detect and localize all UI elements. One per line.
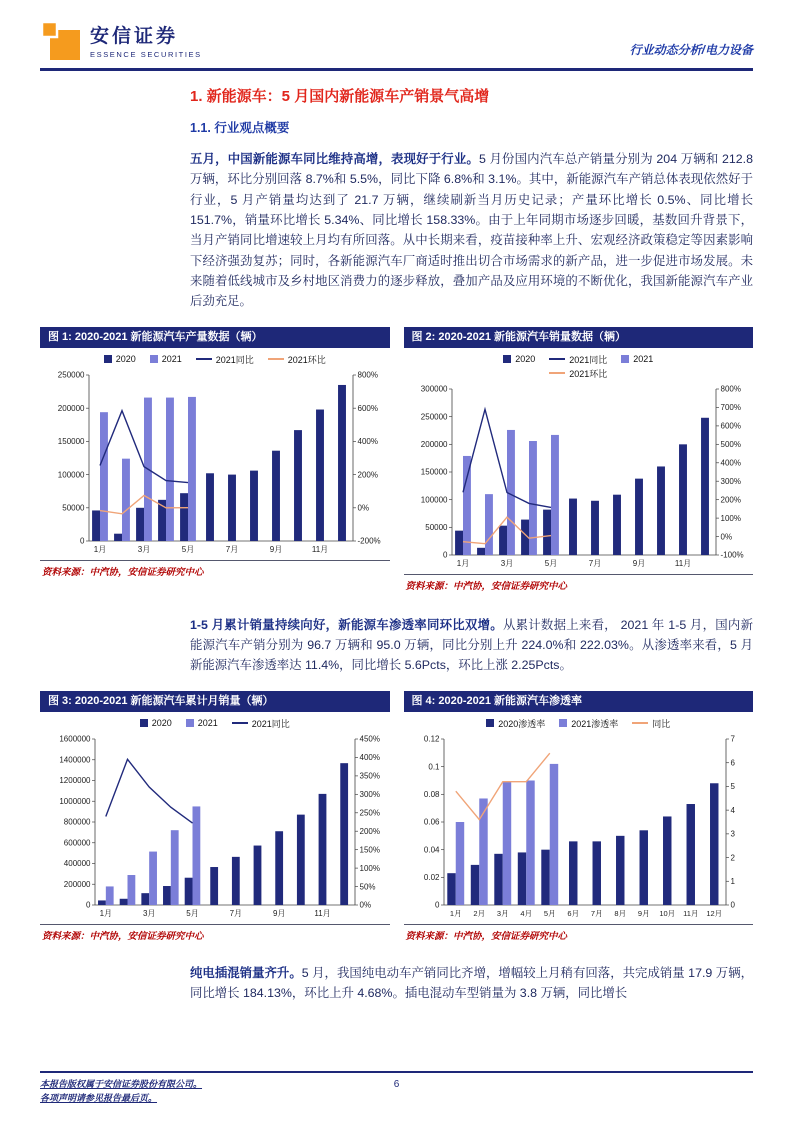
bar-2020: [136, 508, 144, 541]
right-axis-label: 700%: [720, 402, 742, 412]
bar-2021渗透率: [480, 798, 488, 905]
figure-3-title: 图 3: 2020-2021 新能源汽车累计月销量（辆）: [40, 691, 390, 712]
page-number: 6: [393, 1079, 400, 1091]
right-axis-label: 300%: [720, 476, 742, 486]
legend-item-2020: [104, 354, 136, 364]
bar-2020渗透率: [471, 865, 479, 905]
right-axis-label: 5: [730, 781, 736, 791]
x-axis-label: 5月: [186, 908, 199, 918]
legend-bar-swatch: [140, 719, 148, 727]
left-axis-label: 1600000: [59, 734, 91, 744]
right-axis-label: 400%: [720, 458, 742, 468]
figure-row-1: [40, 327, 753, 597]
figure-row-2: [40, 691, 753, 947]
x-axis-label: 9月: [272, 908, 286, 918]
left-axis-label: 1200000: [59, 775, 91, 785]
x-axis-label: 12月: [706, 908, 723, 918]
figure-4-title: 图 4: 2020-2021 新能源汽车渗透率: [404, 691, 754, 712]
legend-label: 2021同比: [215, 354, 254, 365]
bar-2020: [455, 530, 463, 554]
bar-2020: [477, 548, 485, 555]
bar-2021: [149, 851, 157, 904]
bar-2020: [591, 501, 599, 555]
figure-3-legend: [40, 717, 390, 730]
right-axis-label: 350%: [359, 771, 380, 781]
left-axis-label: 0: [443, 550, 448, 560]
logo-name-cn: 安信证券: [90, 26, 179, 47]
left-axis-label: 0.04: [424, 845, 440, 855]
x-axis-label: 3月: [497, 908, 509, 918]
x-axis-label: 9月: [638, 908, 650, 918]
legend-bar-swatch: [186, 719, 194, 727]
legend-line-swatch: [196, 358, 212, 360]
bar-2020: [210, 867, 218, 905]
legend-bar-swatch: [503, 355, 511, 363]
right-axis-label: 3: [730, 829, 736, 839]
bar-2020: [340, 763, 348, 905]
x-axis-label: 9月: [633, 558, 646, 568]
bar-2020: [250, 470, 258, 540]
legend-item-2020: [140, 718, 172, 728]
bar-2020: [184, 877, 192, 904]
bar-2020: [275, 831, 283, 905]
right-axis-label: 0%: [357, 503, 369, 513]
legend-item-2021渗透率: [559, 717, 618, 730]
x-axis-label: 7月: [591, 908, 603, 918]
legend-line-swatch: [232, 722, 248, 724]
legend-line-swatch: [549, 358, 565, 360]
bar-2021渗透率: [550, 764, 558, 905]
bar-2020: [613, 494, 621, 554]
left-axis-label: 800000: [63, 817, 91, 827]
bar-2021: [100, 412, 108, 541]
legend-bar-swatch: [150, 355, 158, 363]
essence-logo-icon: [40, 18, 82, 62]
right-axis-label: 250%: [359, 808, 380, 818]
legend-item-2021: [186, 718, 218, 728]
x-axis-label: 4月: [520, 908, 533, 918]
legend-label: 2020渗透率: [498, 718, 546, 729]
left-axis-label: 0: [85, 900, 91, 910]
x-axis-label: 10月: [659, 908, 676, 918]
x-axis-label: 1月: [450, 908, 462, 918]
footer-line-1: 本报告版权属于安信证券股份有限公司。: [40, 1079, 203, 1090]
bar-2020渗透率: [542, 849, 550, 904]
right-axis-label: 6: [730, 758, 736, 768]
x-axis-label: 1月: [99, 908, 112, 918]
right-axis-label: 1: [730, 876, 736, 886]
right-axis-label: -100%: [720, 550, 744, 560]
bar-2021: [166, 397, 174, 540]
left-axis-label: 400000: [63, 858, 91, 868]
logo-name-en: ESSENCE SECURITIES: [90, 50, 202, 59]
figure-1-source: 资料来源：中汽协，安信证券研究中心: [40, 560, 390, 583]
paragraph-1-body: 5 月份国内汽车总产销量分别为 204 万辆和 212.8 万辆，环比分别回落 8.7%和 5.5%，同比下降 6.8%和 3.1%。其中，新能源汽车产销总体表现依然好于行业，5 月产销量均达到了 21.7 万辆，继续刷新当月历史记录；产量环比增长 0.5%、同比增长 151.7%，销量环比增长 5.34%、同比增长 158.33%。由于上年同期市场逐步回暖，基数回升背景下，当月产销同比增速较上月均有所回落。从中长期来看，疫苗接种率上升、宏观经济政策稳定等因素影响下经济强劲复苏；同时，各新能源汽车厂商适时推出切合市场需求的新产品，进一步促进市场发展。未来随着低线城市及乡村地区消费力的逐步释放，叠加产品及应用环境的不断优化，我国新能源汽车产业后劲充足。: [190, 152, 754, 309]
bar-2021: [122, 458, 130, 540]
paragraph-3-body: 5 月，我国纯电动车产销同比齐增，增幅较上月稍有回落，共完成销量 17.9 万辆，同比增长 184.13%，环比上升 4.68%。插电混动车型销量为 3.8 万辆，同比增长: [190, 965, 754, 1001]
bar-2020: [569, 498, 577, 554]
figure-2-source: 资料来源：中汽协，安信证券研究中心: [404, 574, 754, 597]
left-axis-label: 200000: [63, 879, 91, 889]
left-axis-label: 150000: [421, 467, 448, 477]
line-2021同比: [106, 759, 193, 823]
bar-2020: [294, 430, 302, 541]
figure-4-legend: [404, 717, 754, 730]
report-type-label: 行业动态分析/电力设备: [629, 43, 753, 57]
bar-2021渗透率: [456, 822, 464, 905]
x-axis-label: 3月: [501, 558, 514, 568]
right-axis-label: 0: [730, 900, 736, 910]
logo-text: [90, 21, 202, 59]
bar-2020: [272, 450, 280, 540]
legend-label: 2021环比: [287, 354, 326, 365]
page-header: [40, 18, 753, 71]
legend-item-2021: [621, 354, 653, 364]
right-axis-label: 150%: [359, 845, 380, 855]
legend-item-2021同比: [232, 717, 290, 730]
bar-2020: [163, 886, 171, 905]
left-axis-label: 0.12: [424, 734, 440, 744]
bar-2020渗透率: [569, 841, 577, 905]
right-axis-label: 800%: [357, 370, 378, 380]
legend-item-2021环比: [268, 353, 326, 366]
right-axis-label: 200%: [359, 826, 380, 836]
bar-2021渗透率: [527, 780, 535, 905]
x-axis-label: 1月: [93, 544, 106, 554]
legend-label: 2020: [115, 354, 136, 365]
legend-label: 2021: [197, 718, 218, 729]
bar-2020: [206, 473, 214, 541]
page-footer: [40, 1071, 753, 1106]
x-axis-label: 7月: [225, 544, 238, 554]
left-axis-label: 300000: [421, 384, 448, 394]
legend-item-同比: [632, 717, 670, 730]
legend-label: 2020: [515, 354, 536, 365]
x-axis-label: 2月: [473, 908, 486, 918]
bar-2020: [228, 474, 236, 540]
figure-4-source: 资料来源：中汽协，安信证券研究中心: [404, 924, 754, 947]
right-axis-label: 7: [730, 734, 736, 744]
legend-label: 2020: [151, 718, 172, 729]
legend-label: 同比: [652, 718, 671, 729]
legend-bar-swatch: [621, 355, 629, 363]
legend-label: 2021环比: [569, 368, 608, 379]
right-axis-label: 200%: [720, 495, 742, 505]
bar-2021: [192, 806, 200, 905]
x-axis-label: 8月: [614, 908, 627, 918]
legend-line-swatch: [632, 722, 648, 724]
left-axis-label: 100000: [421, 495, 448, 505]
bar-2020渗透率: [687, 804, 695, 905]
figure-2: [404, 327, 754, 597]
bar-2021: [188, 397, 196, 541]
bar-2021渗透率: [503, 782, 511, 905]
legend-item-2021同比: [549, 353, 607, 366]
x-axis-label: 7月: [589, 558, 602, 568]
paragraph-1-lead: 五月，中国新能源车同比维持高增，表现好于行业。: [190, 152, 479, 166]
bar-2021: [127, 875, 135, 905]
right-axis-label: 100%: [720, 513, 742, 523]
legend-bar-swatch: [104, 355, 112, 363]
legend-label: 2021同比: [569, 354, 608, 365]
bar-2020渗透率: [640, 830, 648, 905]
bar-2020: [114, 533, 122, 540]
bar-2020渗透率: [495, 854, 503, 905]
legend-item-2021环比: [549, 367, 607, 380]
x-axis-label: 1月: [457, 558, 470, 568]
right-axis-label: 0%: [359, 900, 371, 910]
left-axis-label: 1000000: [59, 796, 91, 806]
legend-label: 2021: [633, 354, 654, 365]
right-axis-label: 4: [730, 805, 736, 815]
bar-2021: [171, 830, 179, 905]
bar-2020: [232, 857, 240, 905]
figure-3-source: 资料来源：中汽协，安信证券研究中心: [40, 924, 390, 947]
right-axis-label: 450%: [359, 734, 380, 744]
legend-item-2021同比: [196, 353, 254, 366]
right-axis-label: 800%: [720, 384, 742, 394]
bar-2020渗透率: [518, 852, 526, 905]
right-axis-label: 50%: [359, 882, 376, 892]
bar-2021: [463, 456, 471, 555]
left-axis-label: 50000: [425, 522, 448, 532]
left-axis-label: 200000: [57, 403, 85, 413]
figure-2-chart: [408, 381, 748, 571]
bar-2020: [316, 409, 324, 540]
x-axis-label: 11月: [314, 908, 331, 918]
x-axis-label: 7月: [229, 908, 242, 918]
left-axis-label: 100000: [57, 470, 85, 480]
right-axis-label: -200%: [357, 536, 381, 546]
bar-2020渗透率: [663, 816, 671, 905]
subsection-title: 1.1. 行业观点概要: [190, 121, 290, 135]
section-title: 1. 新能源车：5 月国内新能源车产销景气高增: [190, 88, 490, 105]
bar-2020: [679, 444, 687, 555]
figure-3: [40, 691, 390, 947]
left-axis-label: 0.08: [424, 789, 440, 799]
paragraph-3: [190, 963, 753, 1004]
paragraph-2-body: 从累计数据上来看， 2021 年 1-5 月，国内新能源汽车产销分别为 96.7 万辆和 95.0 万辆，同比分别上升 224.0%和 222.03%。从渗透率来看，5 月新能源汽车渗透率达 11.4%，同比增长 5.6Pcts，环比上涨 2.25Pcts。: [190, 617, 753, 673]
legend-line-swatch: [549, 372, 565, 374]
x-axis-label: 5月: [544, 908, 556, 918]
left-axis-label: 150000: [57, 436, 85, 446]
x-axis-label: 5月: [181, 544, 194, 554]
x-axis-label: 5月: [545, 558, 558, 568]
left-axis-label: 600000: [63, 838, 91, 848]
bar-2020: [141, 893, 149, 905]
paragraph-2-lead: 1-5 月累计销量持续向好，新能源车渗透率同环比双增。: [190, 617, 503, 632]
right-axis-label: 300%: [359, 789, 380, 799]
figure-1: [40, 327, 390, 597]
bar-2020渗透率: [710, 783, 718, 905]
legend-label: 2021同比: [251, 718, 290, 729]
figure-2-title: 图 2: 2020-2021 新能源汽车销量数据（辆）: [404, 327, 754, 348]
bar-2021: [551, 435, 559, 555]
x-axis-label: 11月: [311, 544, 328, 554]
brand-logo: [40, 18, 202, 62]
right-axis-label: 0%: [720, 532, 733, 542]
figure-4-chart: [408, 731, 748, 921]
left-axis-label: 250000: [421, 412, 448, 422]
bar-2020渗透率: [593, 841, 601, 905]
bar-2020: [701, 418, 709, 555]
legend-line-swatch: [268, 358, 284, 360]
left-axis-label: 1400000: [59, 755, 91, 765]
legend-item-2020: [503, 354, 535, 364]
bar-2020: [92, 510, 100, 541]
right-axis-label: 400%: [357, 436, 378, 446]
report-content: [40, 87, 753, 1003]
footer-line-2: 各项声明请参见报告最后页。: [40, 1093, 158, 1104]
bar-2020: [253, 845, 261, 904]
bar-2020: [657, 466, 665, 555]
bar-2020: [180, 493, 188, 541]
legend-label: 2021: [161, 354, 182, 365]
left-axis-label: 250000: [57, 370, 85, 380]
bar-2021: [106, 886, 114, 905]
figure-3-chart: [45, 731, 385, 921]
figure-1-title: 图 1: 2020-2021 新能源汽车产量数据（辆）: [40, 327, 390, 348]
right-axis-label: 600%: [357, 403, 378, 413]
left-axis-label: 0: [79, 536, 85, 546]
right-axis-label: 400%: [359, 752, 380, 762]
bar-2020: [119, 899, 127, 905]
bar-2020: [98, 900, 106, 905]
legend-bar-swatch: [486, 719, 494, 727]
figure-2-legend: [496, 353, 661, 380]
left-axis-label: 0.06: [424, 817, 440, 827]
bar-2020渗透率: [616, 836, 624, 905]
bar-2020: [318, 794, 326, 905]
x-axis-label: 3月: [142, 908, 156, 918]
paragraph-3-lead: 纯电插混销量齐升。: [190, 965, 302, 980]
bar-2020: [499, 525, 507, 554]
x-axis-label: 11月: [675, 558, 692, 568]
figure-4: [404, 691, 754, 947]
paragraph-1: [190, 149, 753, 312]
bar-2020: [635, 478, 643, 554]
x-axis-label: 11月: [683, 908, 699, 918]
right-axis-label: 200%: [357, 470, 378, 480]
bar-2020: [543, 509, 551, 554]
x-axis-label: 6月: [567, 908, 580, 918]
bar-2020: [297, 814, 305, 904]
right-axis-label: 2: [730, 853, 736, 863]
x-axis-label: 3月: [137, 544, 150, 554]
right-axis-label: 600%: [720, 421, 742, 431]
bar-2021: [485, 494, 493, 555]
left-axis-label: 0: [435, 900, 440, 910]
left-axis-label: 200000: [421, 439, 448, 449]
right-axis-label: 500%: [720, 439, 742, 449]
left-axis-label: 0.1: [428, 762, 440, 772]
x-axis-label: 9月: [269, 544, 282, 554]
figure-1-legend: [40, 353, 390, 366]
paragraph-2: [190, 615, 753, 676]
right-axis-label: 100%: [359, 863, 380, 873]
figure-1-chart: [45, 367, 385, 557]
legend-bar-swatch: [559, 719, 567, 727]
bar-2020渗透率: [448, 873, 456, 905]
left-axis-label: 0.02: [424, 872, 440, 882]
legend-item-2021: [150, 354, 182, 364]
legend-label: 2021渗透率: [571, 718, 619, 729]
legend-item-2020渗透率: [486, 717, 545, 730]
bar-2020: [338, 385, 346, 541]
left-axis-label: 50000: [62, 503, 85, 513]
